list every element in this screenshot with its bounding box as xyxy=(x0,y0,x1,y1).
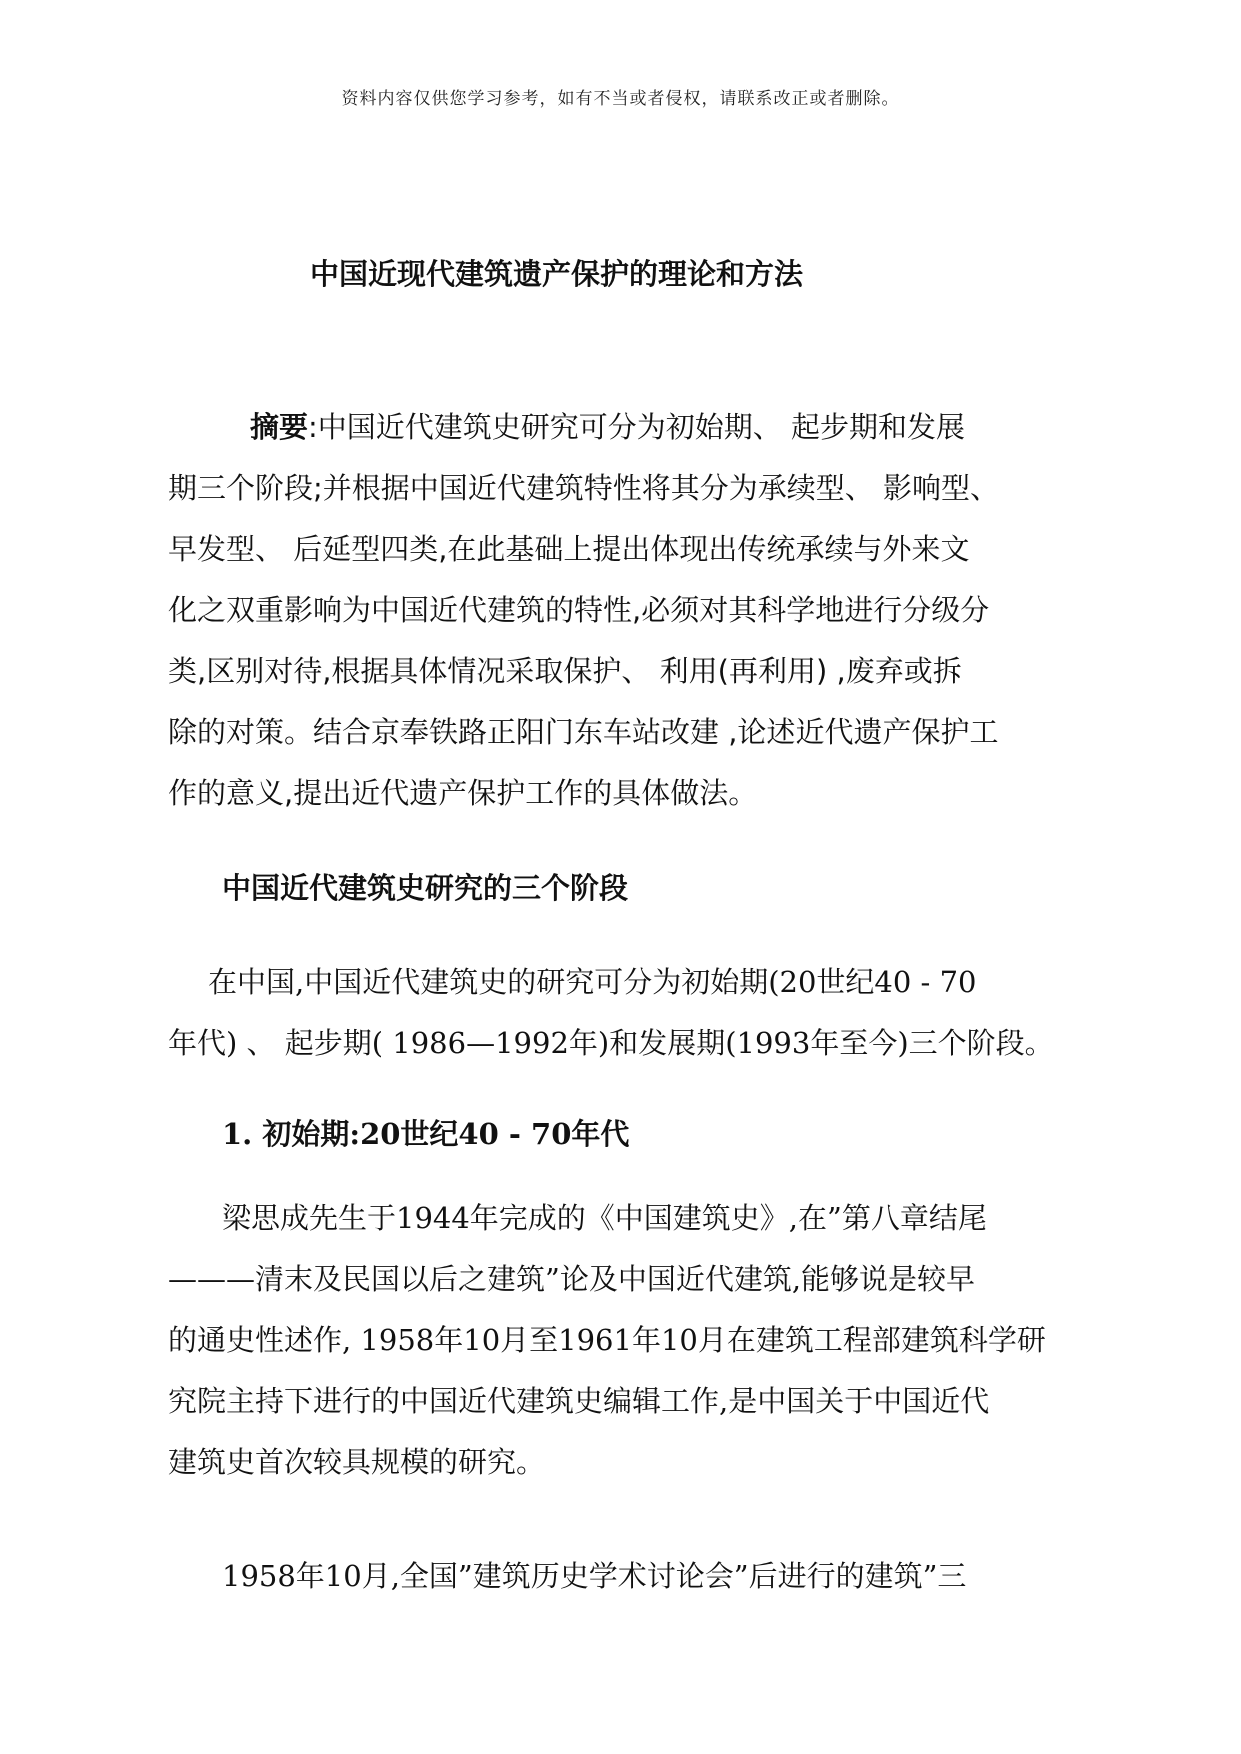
para2-line-1: 1958年10月,全国”建筑历史学术讨论会”后进行的建筑”三 xyxy=(222,1559,967,1593)
para1-line-2: ———清末及民国以后之建筑”论及中国近代建筑,能够说是较早 xyxy=(168,1262,976,1296)
para1-line-4: 究院主持下进行的中国近代建筑史编辑工作,是中国关于中国近代 xyxy=(168,1384,990,1418)
subsection-heading: 1. 初始期:20世纪40 - 70年代 xyxy=(222,1117,630,1151)
abstract-label: 摘要 xyxy=(250,410,309,444)
abstract-line-3: 早发型、 后延型四类,在此基础上提出体现出传统承续与外来文 xyxy=(168,532,970,566)
para1-line-1: 梁思成先生于1944年完成的《中国建筑史》,在”第八章结尾 xyxy=(222,1201,987,1235)
abstract-line-1 xyxy=(250,405,965,446)
header-disclaimer: 资料内容仅供您学习参考，如有不当或者侵权，请联系改正或者删除。 xyxy=(341,89,900,109)
section-line-1: 在中国,中国近代建筑史的研究可分为初始期(20世纪40 - 70 xyxy=(208,965,977,999)
abstract-line-6: 除的对策。结合京奉铁路正阳门东车站改建 ,论述近代遗产保护工 xyxy=(168,715,999,749)
para1-line-3: 的通史性述作, 1958年10月至1961年10月在建筑工程部建筑科学研 xyxy=(168,1323,1046,1357)
section-line-2: 年代) 、 起步期( 1986—1992年)和发展期(1993年至今)三个阶段。 xyxy=(168,1026,1054,1060)
abstract-line-7: 作的意义,提出近代遗产保护工作的具体做法。 xyxy=(168,776,758,810)
abstract-text-1: :中国近代建筑史研究可分为初始期、 起步期和发展 xyxy=(308,410,966,444)
abstract-line-4: 化之双重影响为中国近代建筑的特性,必须对其科学地进行分级分 xyxy=(168,593,990,627)
document-title: 中国近现代建筑遗产保护的理论和方法 xyxy=(310,257,804,291)
para1-line-5: 建筑史首次较具规模的研究。 xyxy=(168,1445,546,1479)
section-heading: 中国近代建筑史研究的三个阶段 xyxy=(222,871,629,905)
abstract-line-5: 类,区别对待,根据具体情况采取保护、 利用(再利用) ,废弃或拆 xyxy=(168,654,962,688)
abstract-line-2: 期三个阶段;并根据中国近代建筑特性将其分为承续型、 影响型、 xyxy=(168,471,999,505)
